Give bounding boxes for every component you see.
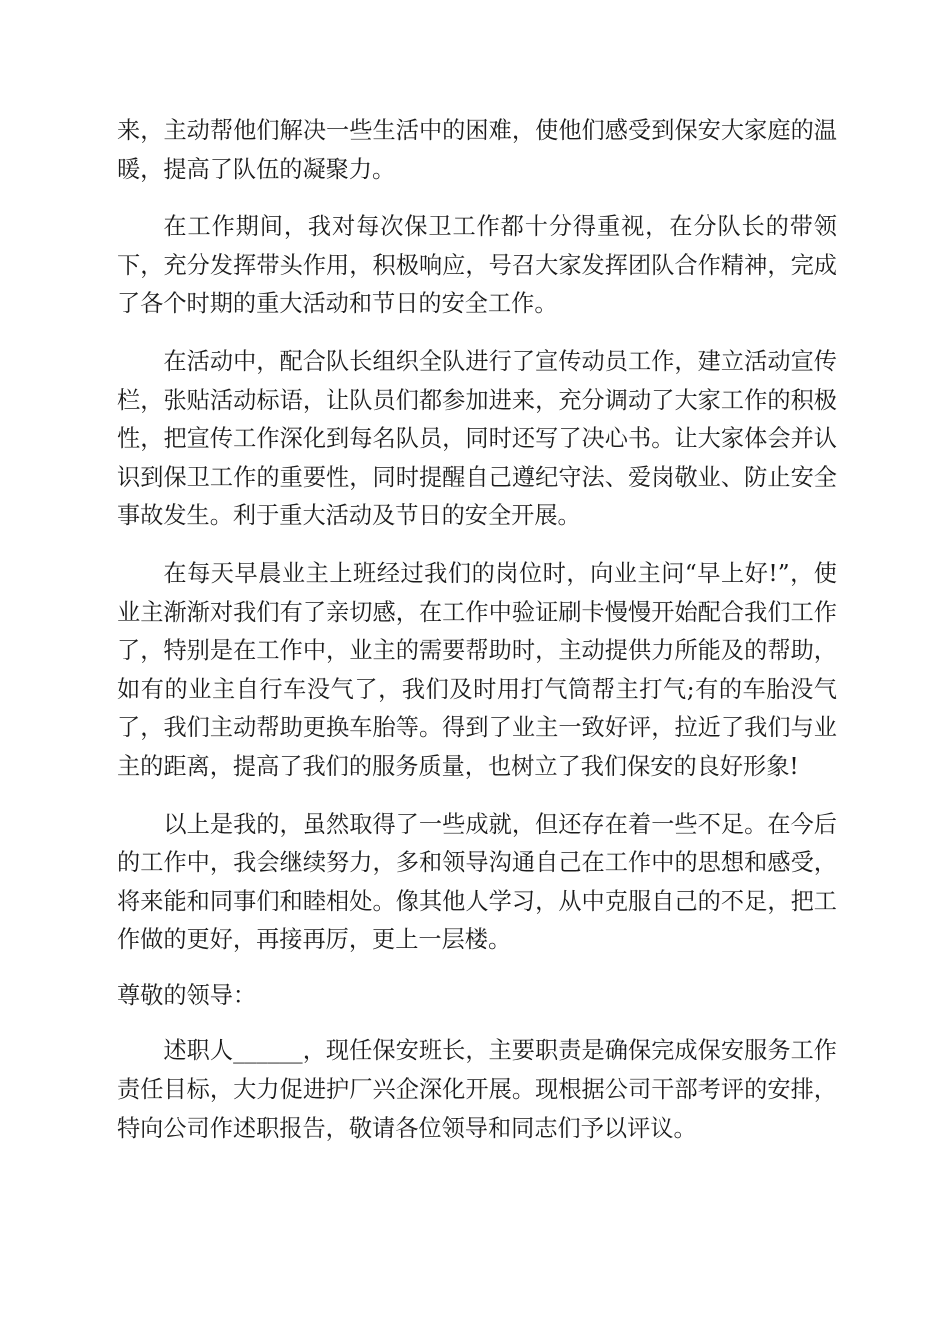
paragraph-security-work: 在工作期间，我对每次保卫工作都十分得重视，在分队长的带领下，充分发挥带头作用，积极响应，号召大家发挥团队合作精神，完成了各个时期的重大活动和节日的安全工作。 [117, 213, 837, 318]
salutation: 尊敬的领导： [117, 981, 257, 1009]
paragraph-continuation: 来，主动帮他们解决一些生活中的困难，使他们感受到保安大家庭的温暖，提高了队伍的凝聚力。 [117, 117, 837, 183]
paragraph-report-intro: 述职人______，现任保安班长，主要职责是确保完成保安服务工作责任目标，大力促进护厂兴企深化开展。现根据公司干部考评的安排，特向公司作述职报告，敬请各位领导和同志们予以评议。 [117, 1037, 837, 1142]
document-page [117, 112, 837, 1148]
paragraph-owner-service: 在每天早晨业主上班经过我们的岗位时，向业主问“早上好!”，使业主渐渐对我们有了亲切感，在工作中验证刷卡慢慢开始配合我们工作了，特别是在工作中，业主的需要帮助时，主动提供力所能及的帮助，如有的业主自行车没气了，我们及时用打气筒帮主打气;有的车胎没气了，我们主动帮助更换车胎等。得到了业主一致好评，拉近了我们与业主的距离，提高了我们的服务质量，也树立了我们保安的良好形象! [117, 559, 837, 780]
paragraph-activities: 在活动中，配合队长组织全队进行了宣传动员工作，建立活动宣传栏，张贴活动标语，让队员们都参加进来，充分调动了大家工作的积极性，把宣传工作深化到每名队员，同时还写了决心书。让大家体会并认识到保卫工作的重要性，同时提醒自己遵纪守法、爱岗敬业、防止安全事故发生。利于重大活动及节日的安全开展。 [117, 347, 837, 530]
paragraph-summary: 以上是我的，虽然取得了一些成就，但还存在着一些不足。在今后的工作中，我会继续努力，多和领导沟通自己在工作中的思想和感受，将来能和同事们和睦相处。像其他人学习，从中克服自己的不足，把工作做的更好，再接再厉，更上一层楼。 [117, 810, 837, 954]
